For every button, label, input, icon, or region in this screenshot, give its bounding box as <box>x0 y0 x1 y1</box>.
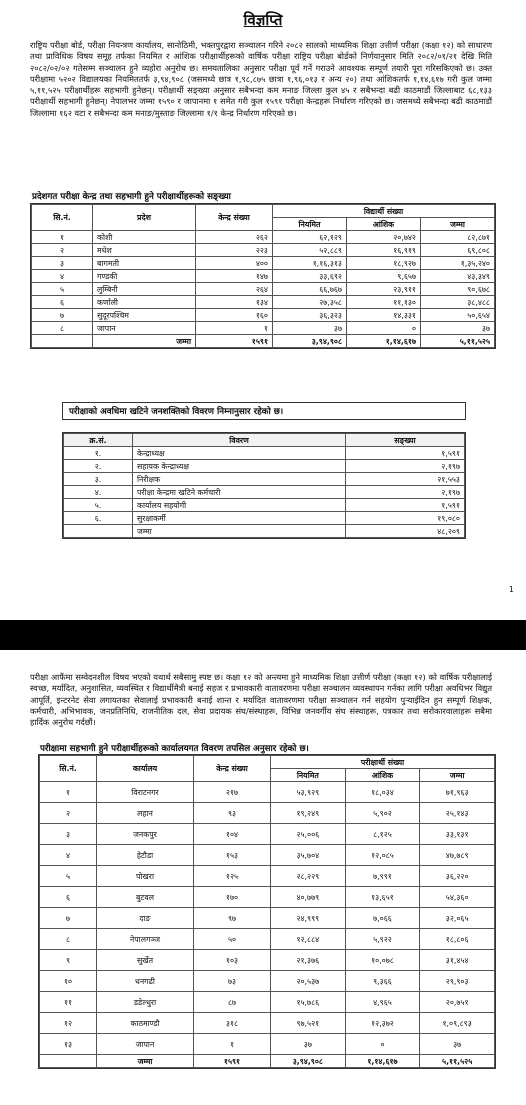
col-sn3: सि.नं. <box>40 756 97 782</box>
row-centers: १५३ <box>194 845 271 866</box>
row-regular: १२,८८४ <box>271 929 346 950</box>
row-partial: २३,९११ <box>347 283 421 296</box>
col-regular: नियमित <box>273 218 347 231</box>
table-row <box>32 231 495 244</box>
row-partial: १६,९१९ <box>347 244 421 257</box>
row-total: ३२,०६५ <box>420 908 495 929</box>
row-sn: ४ <box>32 270 93 283</box>
table2-heading-box <box>62 402 466 420</box>
page-2 <box>0 650 526 1105</box>
row-sn: ३ <box>40 824 97 845</box>
row-total: ३७ <box>421 322 495 335</box>
row-regular: ४०,७७९ <box>271 887 346 908</box>
row-regular: २१,३७६ <box>271 950 346 971</box>
row-centers: ९७ <box>194 908 271 929</box>
row-centers: ३१८ <box>194 1013 271 1034</box>
row-regular: ३६,३२३ <box>273 309 347 322</box>
total-regular: ३,९४,९०८ <box>273 335 347 348</box>
total-centers: १५९१ <box>196 335 273 348</box>
total-label: जम्मा <box>93 335 196 348</box>
row-office: काठमाण्डौ <box>97 1013 194 1034</box>
row-province: बागमती <box>93 257 196 270</box>
row-regular: ३३,६९२ <box>273 270 347 283</box>
table2-heading: परीक्षाको अवधिमा खटिने जनशक्तिको विवरण निम्नानुसार रहेको छ। <box>69 407 284 417</box>
table-row <box>40 992 495 1013</box>
row-province: कर्णाली <box>93 296 196 309</box>
table-row <box>64 486 465 499</box>
manpower-table <box>62 432 466 539</box>
table-row <box>64 473 465 486</box>
row-centers: ७३ <box>194 971 271 992</box>
office-table <box>38 754 496 1069</box>
row-sn: १ <box>40 782 97 803</box>
table-row <box>40 929 495 950</box>
row-sn: २ <box>40 803 97 824</box>
table-row <box>64 460 465 473</box>
row-partial: ५,९२२ <box>345 929 420 950</box>
row-province: लुम्बिनी <box>93 283 196 296</box>
row-province: मधेश <box>93 244 196 257</box>
row-total: ३७ <box>420 1034 495 1055</box>
col-students: विद्यार्थी संख्या <box>273 205 495 218</box>
row-total: ९०,६७८ <box>421 283 495 296</box>
table-row <box>32 296 495 309</box>
row-office: बुटवल <box>97 887 194 908</box>
row-centers: १६० <box>196 309 273 322</box>
table-row <box>32 270 495 283</box>
total-label: जम्मा <box>133 525 346 538</box>
row-office: जनकपुर <box>97 824 194 845</box>
table-total-row <box>32 335 495 348</box>
table-row <box>40 803 495 824</box>
total-partial: १,१४,६१७ <box>345 1055 420 1068</box>
row-total: १,०९,८९३ <box>420 1013 495 1034</box>
row-centers: १ <box>194 1034 271 1055</box>
row-office: विराटनगर <box>97 782 194 803</box>
row-regular: ३७ <box>271 1034 346 1055</box>
table-row <box>40 866 495 887</box>
col-partial: आंशिक <box>347 218 421 231</box>
row-centers: ८७ <box>194 992 271 1013</box>
row-centers: १०४ <box>194 824 271 845</box>
total-total: ५,११,५२५ <box>421 335 495 348</box>
row-total: ६९,८०८ <box>421 244 495 257</box>
row-partial: ९,६५७ <box>347 270 421 283</box>
row-partial: १८,०३४ <box>345 782 420 803</box>
total-count: ४८,२०९ <box>346 525 465 538</box>
row-regular: २०,५३७ <box>271 971 346 992</box>
table3-heading: परीक्षामा सहभागी हुने परीक्षार्थीहरूको कार्यालयगत विवरण तपसिल अनुसार रहेको छ। <box>40 744 309 754</box>
row-sn: ७ <box>40 908 97 929</box>
row-office: दाङ <box>97 908 194 929</box>
table-row <box>64 512 465 525</box>
col-sn2: क्र.सं. <box>64 434 133 447</box>
row-sn: ४. <box>64 486 133 499</box>
row-sn: ३. <box>64 473 133 486</box>
row-regular: ५३,९२९ <box>271 782 346 803</box>
row-sn: ९ <box>40 950 97 971</box>
row-sn: ८ <box>40 929 97 950</box>
row-regular: २५,००६ <box>271 824 346 845</box>
row-sn: २ <box>32 244 93 257</box>
col-office: कार्यालय <box>97 756 194 782</box>
row-total: २९,९०३ <box>420 971 495 992</box>
row-centers: ५० <box>194 929 271 950</box>
row-count: २१,५५३ <box>346 473 465 486</box>
col-partial3: आंशिक <box>345 769 420 782</box>
row-partial: १३,६५१ <box>345 887 420 908</box>
row-sn: ३ <box>32 257 93 270</box>
row-count: १९,०८० <box>346 512 465 525</box>
row-partial: १०,०७८ <box>345 950 420 971</box>
row-province: सुदूरपश्चिम <box>93 309 196 322</box>
row-total: ३१,४५४ <box>420 950 495 971</box>
row-centers: १२५ <box>194 866 271 887</box>
row-office: जापान <box>97 1034 194 1055</box>
office-table-body <box>40 782 495 1055</box>
row-regular: २८,२२९ <box>271 866 346 887</box>
row-partial: १८,९२७ <box>347 257 421 270</box>
row-office: हेटौडा <box>97 845 194 866</box>
row-centers: १७० <box>194 887 271 908</box>
row-sn: १० <box>40 971 97 992</box>
row-regular: १५,७८६ <box>271 992 346 1013</box>
table-row <box>32 244 495 257</box>
row-centers: ९३ <box>194 803 271 824</box>
row-partial: ७,०६६ <box>345 908 420 929</box>
total-total: ५,११,५२५ <box>420 1055 495 1068</box>
row-sn: ११ <box>40 992 97 1013</box>
page-title: विज्ञप्ति <box>243 11 283 29</box>
row-office: डडेल्धुरा <box>97 992 194 1013</box>
row-sn: ४ <box>40 845 97 866</box>
row-centers: २१७ <box>194 782 271 803</box>
row-count: १,५९१ <box>346 499 465 512</box>
row-desc: सहायक केन्द्राध्यक्ष <box>133 460 346 473</box>
col-students3: परीक्षार्थी संख्या <box>271 756 495 769</box>
province-table-body <box>32 231 495 335</box>
row-regular: ३५,७०४ <box>271 845 346 866</box>
col-province: प्रदेश <box>93 205 196 231</box>
row-office: पोखरा <box>97 866 194 887</box>
row-sn: ५. <box>64 499 133 512</box>
col-regular3: नियमित <box>271 769 346 782</box>
row-total: १८,८०६ <box>420 929 495 950</box>
col-desc: विवरण <box>133 434 346 447</box>
row-centers: १३४ <box>196 296 273 309</box>
row-centers: १ <box>196 322 273 335</box>
row-total: ३८,४८८ <box>421 296 495 309</box>
row-office: लहान <box>97 803 194 824</box>
total-regular: ३,९४,९०८ <box>271 1055 346 1068</box>
table-row <box>40 824 495 845</box>
row-partial: ० <box>347 322 421 335</box>
row-regular: १,१६,३१३ <box>273 257 347 270</box>
row-centers: २६४ <box>196 283 273 296</box>
row-sn: ८ <box>32 322 93 335</box>
row-partial: १२,३७२ <box>345 1013 420 1034</box>
row-centers: १०३ <box>194 950 271 971</box>
row-sn: ७ <box>32 309 93 322</box>
page-number: 1 <box>508 585 514 594</box>
table-row <box>40 1034 495 1055</box>
row-centers: १४७ <box>196 270 273 283</box>
row-desc: कार्यालय सहयोगी <box>133 499 346 512</box>
row-total: ७१,९६३ <box>420 782 495 803</box>
total-partial: १,१४,६१७ <box>347 335 421 348</box>
row-regular: १९,२४९ <box>271 803 346 824</box>
row-count: २,१९७ <box>346 460 465 473</box>
row-partial: ५,९०२ <box>345 803 420 824</box>
intro-paragraph: राष्ट्रिय परीक्षा बोर्ड, परीक्षा नियन्त्रण कार्यालय, सानोठिमी, भक्तपुरद्वारा सञ्चालन गरिने २०८२ सालको माध्यमिक शिक्षा उत्तीर्ण परीक्षा (कक्षा १२) को साधारण तथा प्राविधिक विषय समूह तर्फका नियमित र आंशिक परीक्षार्थीहरूको वार्षिक परीक्षा राष्ट्रिय परीक्षा बोर्डको निर्णयानुसार मिति २०८२/०१/२१ देखि मिति २०८२/०२/०२ गतेसम्म सञ्चालन हुने व्यहोरा अनुरोध छ। समयतालिका अनुसार परीक्षा पूर्व गर्ने गराउने आवश्यक सम्पूर्ण तयारी पूरा गरिसकिएको छ। उक्त परीक्षामा ५२०२ विद्यालयका नियमिततर्फ ३,९४,९०८ (जसमध्ये छात्र १,९८,८७५ छात्रा १,९६,०१३ र अन्य २०) तथा आंशिकतर्फ १,१४,६१७ गरी कुल जम्मा ५,११,५२५ परीक्षार्थीहरू सहभागी हुनेछन्। परीक्षार्थी सङ्ख्या अनुसार सबैभन्दा कम मनाङ जिल्ला कुल ४५ र सबैभन्दा बढी काठमाडौं जिल्लाबाट ६८,१३३ परीक्षार्थी सहभागी हुनेछन्। नेपालभर जम्मा १५९० र जापानमा १ समेत गरी कुल १५९१ परीक्षा केन्द्रहरू निर्धारण गरिएको छ। जसमध्ये सबैभन्दा बढी काठमाडौं जिल्लामा १६२ वटा र सबैभन्दा कम मनाङ/मुस्ताङ जिल्लामा १/१ केन्द्र निर्धारण गरिएको छ। <box>30 40 492 118</box>
row-desc: परीक्षा केन्द्रमा खटिने कर्मचारी <box>133 486 346 499</box>
row-partial: ७,९९१ <box>345 866 420 887</box>
row-regular: ५२,८८९ <box>273 244 347 257</box>
table-total-row <box>64 525 465 538</box>
row-total: २०,७५१ <box>420 992 495 1013</box>
col-centers: केन्द्र संख्या <box>196 205 273 231</box>
table-row <box>32 257 495 270</box>
appeal-paragraph: परीक्षा आफैंमा सम्वेदनशील विषय भएको यथार्थ सबैसामु स्पष्ट छ। कक्षा १२ को अन्त्यमा हुने माध्यमिक शिक्षा उत्तीर्ण परीक्षा (कक्षा १२) को वार्षिक परीक्षालाई स्वच्छ, मर्यादित, अनुशासित, व्यवस्थित र विद्यार्थीमैत्री बनाई सहज र प्रभावकारी वातावरणमा परीक्षा सञ्चालन व्यवस्थापन गर्नका लागि परीक्षा अवधिभर विद्युत आपूर्ति, इन्टरनेट सेवा लगायतका सेवालाई प्रभावकारी बनाई शान्त र मर्यादित वातावरणमा परीक्षा सञ्चालन गर्न सहयोग पुऱ्याईदिन हुन सम्पूर्ण शिक्षक, कर्मचारी, अभिभावक, जनप्रतिनिधि, राजनीतिक दल, सेवा प्रदायक संघ/संस्थाहरू, विभिन्न जनवर्गीय संघ संस्थाहरू, पत्रकार तथा सरोकारवालाहरू सबैमा हार्दिक अनुरोध गर्दछौं। <box>30 672 492 728</box>
row-total: २५,१४३ <box>420 803 495 824</box>
row-sn: १. <box>64 447 133 460</box>
table-row <box>32 309 495 322</box>
row-province: जापान <box>93 322 196 335</box>
row-centers: २२३ <box>196 244 273 257</box>
row-sn: ६. <box>64 512 133 525</box>
table-row <box>40 950 495 971</box>
row-desc: सुरक्षाकर्मी <box>133 512 346 525</box>
row-sn: ५ <box>40 866 97 887</box>
table-total-row <box>40 1055 495 1068</box>
total-label: जम्मा <box>97 1055 194 1068</box>
row-sn: १ <box>32 231 93 244</box>
row-regular: ३७ <box>273 322 347 335</box>
row-partial: ४,९६५ <box>345 992 420 1013</box>
row-centers: ४०० <box>196 257 273 270</box>
row-sn: २. <box>64 460 133 473</box>
table-row <box>40 971 495 992</box>
total-centers: १५९१ <box>194 1055 271 1068</box>
row-sn: १३ <box>40 1034 97 1055</box>
row-total: ८२,८७१ <box>421 231 495 244</box>
row-total: ३६,२२० <box>420 866 495 887</box>
row-office: धनगढी <box>97 971 194 992</box>
row-desc: निरीक्षक <box>133 473 346 486</box>
row-office: सुर्खेत <box>97 950 194 971</box>
row-partial: ० <box>345 1034 420 1055</box>
page-separator <box>0 620 526 650</box>
province-table <box>30 203 496 349</box>
row-partial: २०,७४२ <box>347 231 421 244</box>
row-count: २,१९७ <box>346 486 465 499</box>
row-regular: २७,३५८ <box>273 296 347 309</box>
table-row <box>40 887 495 908</box>
col-centers3: केन्द्र संख्या <box>194 756 271 782</box>
row-province: गण्डकी <box>93 270 196 283</box>
row-province: कोशी <box>93 231 196 244</box>
row-total: ५४,३६० <box>420 887 495 908</box>
table-row <box>32 283 495 296</box>
table-row <box>40 1013 495 1034</box>
row-partial: ८,१२५ <box>345 824 420 845</box>
row-count: १,५९१ <box>346 447 465 460</box>
row-total: ४३,३४९ <box>421 270 495 283</box>
manpower-table-body <box>64 447 465 525</box>
row-total: ३३,१३१ <box>420 824 495 845</box>
row-centers: २६२ <box>196 231 273 244</box>
table1-heading: प्रदेशगत परीक्षा केन्द्र तथा सहभागी हुने परीक्षार्थीहरूको सङ्ख्या <box>32 192 231 202</box>
col-count: सङ्ख्या <box>346 434 465 447</box>
row-regular: ९७,५२१ <box>271 1013 346 1034</box>
row-sn: ६ <box>40 887 97 908</box>
row-total: १,३५,२४० <box>421 257 495 270</box>
row-regular: २४,९९९ <box>271 908 346 929</box>
row-partial: ९,३६६ <box>345 971 420 992</box>
table-row <box>40 782 495 803</box>
row-total: ४७,७८९ <box>420 845 495 866</box>
table-row <box>32 322 495 335</box>
row-regular: ६२,१२९ <box>273 231 347 244</box>
table-row <box>64 447 465 460</box>
row-desc: केन्द्राध्यक्ष <box>133 447 346 460</box>
row-sn: १२ <box>40 1013 97 1034</box>
row-office: नेपालगञ्ज <box>97 929 194 950</box>
row-regular: ६६,७६७ <box>273 283 347 296</box>
table-row <box>40 845 495 866</box>
row-sn: ५ <box>32 283 93 296</box>
col-total: जम्मा <box>421 218 495 231</box>
table-row <box>40 908 495 929</box>
row-partial: १४,३३१ <box>347 309 421 322</box>
row-total: ५०,६५४ <box>421 309 495 322</box>
col-sn: सि.नं. <box>32 205 93 231</box>
row-partial: १२,०८५ <box>345 845 420 866</box>
table-row <box>64 499 465 512</box>
col-total3: जम्मा <box>420 769 495 782</box>
row-partial: ११,१३० <box>347 296 421 309</box>
row-sn: ६ <box>32 296 93 309</box>
